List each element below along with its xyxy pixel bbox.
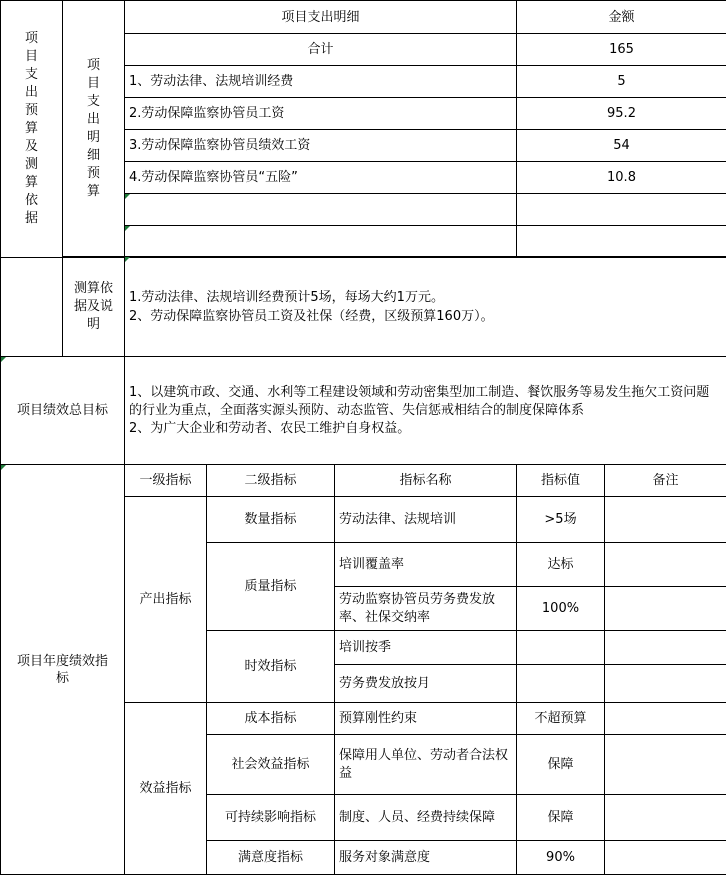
item-name: 3.劳动保障监察协管员绩效工资 <box>125 130 517 162</box>
note-cell <box>605 497 726 543</box>
quantity-level2: 数量指标 <box>207 497 335 543</box>
quantity-name: 劳动法律、法规培训 <box>335 497 517 543</box>
sustain-name: 制度、人员、经费持续保障 <box>335 795 517 841</box>
goal-label: 项目绩效总目标 <box>1 357 125 465</box>
timeliness-value <box>517 665 605 703</box>
quantity-value: >5场 <box>517 497 605 543</box>
note-cell <box>605 735 726 795</box>
sustain-level2: 可持续影响指标 <box>207 795 335 841</box>
basis-line: 2、劳动保障监察协管员工资及社保（经费，区级预算160万）。 <box>129 308 494 324</box>
timeliness-name: 劳务费发放按月 <box>335 665 517 703</box>
goal-table <box>0 356 726 465</box>
note-cell <box>605 587 726 631</box>
note-cell <box>605 543 726 587</box>
satisfaction-name: 服务对象满意度 <box>335 841 517 875</box>
quality-value: 100% <box>517 587 605 631</box>
quality-name: 劳动监察协管员劳务费发放率、社保交纳率 <box>335 587 517 631</box>
social-level2: 社会效益指标 <box>207 735 335 795</box>
basis-label: 测算依据及说明 <box>63 257 125 357</box>
item-amount: 10.8 <box>517 162 726 194</box>
satisfaction-value: 90% <box>517 841 605 875</box>
timeliness-value <box>517 631 605 665</box>
note-cell <box>605 665 726 703</box>
item-amount: 95.2 <box>517 98 726 130</box>
indicator-label: 项目年度绩效指标 <box>1 465 125 875</box>
empty-cell <box>517 226 726 258</box>
cost-value: 不超预算 <box>517 703 605 735</box>
social-value: 保障 <box>517 735 605 795</box>
quality-name: 培训覆盖率 <box>335 543 517 587</box>
timeliness-name: 培训按季 <box>335 631 517 665</box>
note-cell <box>605 703 726 735</box>
header-amount: 金额 <box>517 1 726 34</box>
indicator-table <box>0 464 726 875</box>
item-amount: 54 <box>517 130 726 162</box>
empty-cell <box>125 194 517 226</box>
quality-level2: 质量指标 <box>207 543 335 631</box>
empty-cell <box>517 194 726 226</box>
note-cell <box>605 841 726 875</box>
total-amount: 165 <box>517 34 726 66</box>
effect-label: 效益指标 <box>125 703 207 875</box>
item-name: 1、劳动法律、法规培训经费 <box>125 66 517 98</box>
header-level2: 二级指标 <box>207 465 335 497</box>
timeliness-level2: 时效指标 <box>207 631 335 703</box>
sustain-value: 保障 <box>517 795 605 841</box>
goal-text <box>125 357 726 465</box>
social-name: 保障用人单位、劳动者合法权益 <box>335 735 517 795</box>
quality-value: 达标 <box>517 543 605 587</box>
header-value: 指标值 <box>517 465 605 497</box>
empty-cell <box>125 226 517 258</box>
budget-side-label: 项目支出预算及测算依据 <box>1 1 63 258</box>
budget-table <box>0 0 726 258</box>
basis-text <box>125 257 726 357</box>
item-name: 2.劳动保障监察协管员工资 <box>125 98 517 130</box>
header-level1: 一级指标 <box>125 465 207 497</box>
basis-table <box>0 256 726 357</box>
header-name: 指标名称 <box>335 465 517 497</box>
output-label: 产出指标 <box>125 497 207 703</box>
note-cell <box>605 795 726 841</box>
cost-name: 预算刚性约束 <box>335 703 517 735</box>
note-cell <box>605 631 726 665</box>
basis-line: 1.劳动法律、法规培训经费预计5场，每场大约1万元。 <box>129 289 444 305</box>
cost-level2: 成本指标 <box>207 703 335 735</box>
satisfaction-level2: 满意度指标 <box>207 841 335 875</box>
total-label: 合计 <box>125 34 517 66</box>
item-amount: 5 <box>517 66 726 98</box>
header-note: 备注 <box>605 465 726 497</box>
item-name: 4.劳动保障监察协管员“五险” <box>125 162 517 194</box>
goal-line: 1、以建筑市政、交通、水利等工程建设领域和劳动密集型加工制造、餐饮服务等易发生拖欠工资问题的行业为重点，全面落实源头预防、动态监管、失信惩戒相结合的制度保障体系 <box>129 384 710 418</box>
basis-side-spacer <box>1 257 63 357</box>
detail-side-label: 项目支出明细预算 <box>63 1 125 258</box>
goal-line: 2、为广大企业和劳动者、农民工维护自身权益。 <box>129 420 411 436</box>
header-detail: 项目支出明细 <box>125 1 517 34</box>
